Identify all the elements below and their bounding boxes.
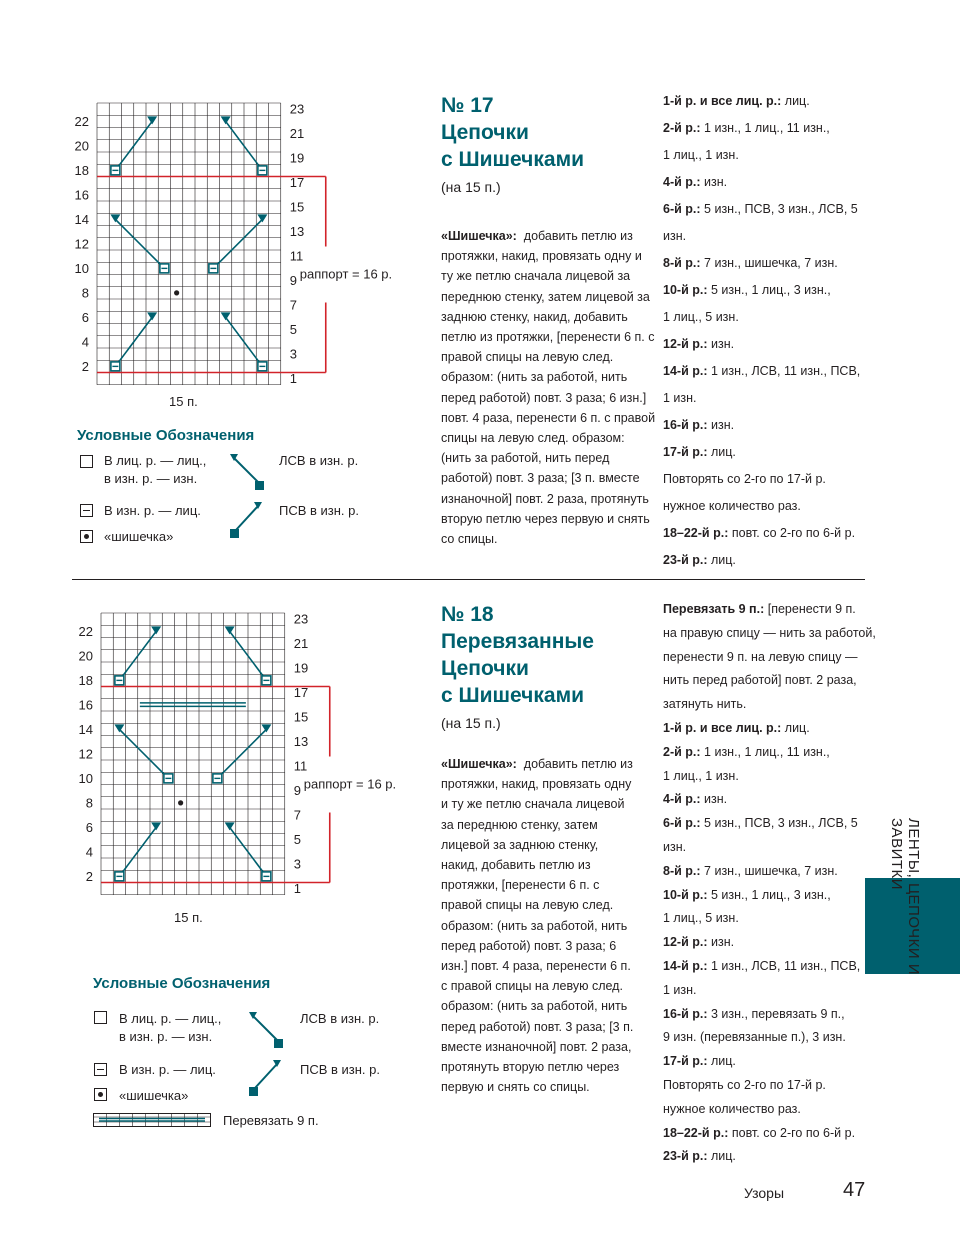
instruction-row-label: 6-й р.: xyxy=(663,816,701,831)
row-number-left: 6 xyxy=(85,819,93,835)
legend-18-psv-text: ПСВ в изн. р. xyxy=(300,1062,380,1077)
instruction-row xyxy=(663,358,878,385)
pattern-18-number: № 18 xyxy=(441,603,494,626)
instruction-row-text: изн. xyxy=(710,418,735,432)
row-number-left: 16 xyxy=(74,187,89,203)
cable-arrow xyxy=(147,116,157,124)
instruction-row-text: Повторять со 2-го по 17-й р. xyxy=(663,472,826,486)
row-number-right: 13 xyxy=(289,224,305,240)
row-number-left: 10 xyxy=(74,260,89,276)
cable-arrow xyxy=(225,822,235,830)
cable-line xyxy=(119,729,168,778)
legend-17-purl-text: В изн. р. — лиц. xyxy=(104,503,201,518)
legend-17-purl-box xyxy=(80,504,93,517)
cable-arrow xyxy=(147,312,157,320)
instruction-row xyxy=(663,1122,878,1146)
pattern-18-bobble-text: добавить петлю из протяжки, накид, провязать одну и ту же петлю сначала лицевой за переднюю стенку, затем лицевой за заднюю стенку, накид, добавить петлю из протяжки, [перенести 6 п. с правой спицы на левую след. образом: (нить за работой, нить перед работой) повт. 3 раза; 6 изн.] повт. 4 раза, перенести 6 п. с правой спицы на левую след. образом: (нить за работой, нить перед работой) повт. 3 раза; [3 п. вместе изнаночной] повт. 2 раза, протянуть вторую петлю через первую и снять со спицы. xyxy=(441,757,634,1095)
instruction-row-label: 16-й р.: xyxy=(663,418,708,432)
legend-18-knit-text: В лиц. р. — лиц., в изн. р. — изн. xyxy=(119,1011,222,1044)
bobble-symbol xyxy=(178,800,183,805)
legend-18-bobble-box xyxy=(94,1088,107,1101)
instruction-row xyxy=(663,1050,878,1074)
instruction-row-label: 14-й р.: xyxy=(663,958,708,973)
instruction-row-label: 12-й р.: xyxy=(663,337,708,351)
pattern-18-heading xyxy=(441,601,594,731)
instruction-row xyxy=(663,812,878,860)
row-number-left: 4 xyxy=(85,844,93,860)
row-number-right: 17 xyxy=(289,175,305,191)
instruction-row xyxy=(663,788,878,812)
side-tab-text xyxy=(888,818,922,1048)
instruction-row xyxy=(663,907,878,931)
instruction-row-label: 8-й р.: xyxy=(663,863,701,878)
instruction-row-label: 2-й р.: xyxy=(663,121,701,135)
instruction-row-text: лиц. xyxy=(784,94,810,108)
row-number-left: 14 xyxy=(74,211,89,227)
instruction-row xyxy=(663,493,878,520)
pattern-17-title-line1: Цепочки xyxy=(441,121,529,144)
instruction-row xyxy=(663,547,878,574)
row-number-left: 2 xyxy=(85,868,93,884)
chart-17-width-label: 15 п. xyxy=(169,394,198,409)
instruction-row-text: 1 изн., 1 лиц., 11 изн., xyxy=(704,744,830,759)
instruction-row xyxy=(663,88,878,115)
instruction-row xyxy=(663,622,878,646)
row-number-right: 23 xyxy=(293,611,309,627)
instruction-row-label: 6-й р.: xyxy=(663,202,701,216)
pattern-18-note: (на 15 п.) xyxy=(441,715,501,731)
instruction-row-text: 1 изн. xyxy=(663,391,697,405)
instruction-row xyxy=(663,1145,878,1169)
instruction-row-label: 4-й р.: xyxy=(663,175,701,189)
legend-17-psv-text: ПСВ в изн. р. xyxy=(279,503,359,518)
instruction-row-label: 8-й р.: xyxy=(663,256,701,270)
row-number-right: 1 xyxy=(293,881,301,897)
instruction-row-label: 10-й р.: xyxy=(663,283,708,297)
legend-18-tie-text: Перевязать 9 п. xyxy=(223,1113,319,1128)
instruction-row xyxy=(663,1026,878,1050)
legend-17-bobble-text: «шишечка» xyxy=(104,529,174,544)
instruction-row-text: повт. со 2-го по 6-й р. xyxy=(731,1125,856,1140)
row-number-left: 14 xyxy=(78,721,93,737)
legend-17-bobble-box xyxy=(80,530,93,543)
instruction-row-text: лиц. xyxy=(710,1054,736,1069)
instruction-row-text: на правую спицу — нить за работой, xyxy=(663,625,876,640)
instruction-row xyxy=(663,1003,878,1027)
row-number-left: 16 xyxy=(78,697,93,713)
legend-18-bobble-text: «шишечка» xyxy=(119,1088,189,1103)
repeat-label: раппорт = 16 р. xyxy=(299,266,393,282)
pattern-18-title-line2: Цепочки xyxy=(441,657,529,680)
cable-arrow xyxy=(261,724,271,732)
row-number-left: 12 xyxy=(78,746,93,762)
instruction-row-text: 1 изн., ЛСВ, 11 изн., ПСВ, xyxy=(710,364,861,378)
row-number-left: 6 xyxy=(81,309,89,325)
pattern-17-heading xyxy=(441,92,584,195)
instruction-row-text: затянуть нить. xyxy=(663,697,747,712)
instruction-row xyxy=(663,331,878,358)
legend-17-lsv-icon xyxy=(226,452,266,492)
instruction-row-label: 1-й р. и все лиц. р.: xyxy=(663,720,782,735)
pattern-18-bobble-desc xyxy=(441,754,636,1097)
instruction-row-text: перенести 9 п. на левую спицу — xyxy=(663,649,858,664)
instruction-row-text: 1 изн., ЛСВ, 11 изн., ПСВ, xyxy=(710,958,861,973)
pattern-18-title-line1: Перевязанные xyxy=(441,630,594,653)
row-number-right: 7 xyxy=(293,807,301,823)
pattern-17-bobble-label: «Шишечка»: xyxy=(441,229,517,243)
row-number-right: 13 xyxy=(293,734,309,750)
row-number-right: 11 xyxy=(289,248,304,264)
instruction-row-text: лиц. xyxy=(710,1149,736,1164)
instruction-row-label: 1-й р. и все лиц. р.: xyxy=(663,94,782,108)
instruction-row xyxy=(663,765,878,789)
instruction-row xyxy=(663,598,878,622)
instruction-row-text: 1 изн. xyxy=(663,982,697,997)
row-number-right: 17 xyxy=(293,685,309,701)
row-number-right: 9 xyxy=(293,783,301,799)
row-number-right: 5 xyxy=(293,832,301,848)
row-number-left: 20 xyxy=(74,138,89,154)
instruction-row-label: 23-й р.: xyxy=(663,553,708,567)
instruction-row xyxy=(663,717,878,741)
cable-line xyxy=(115,219,164,268)
chart-17 xyxy=(60,95,430,415)
instruction-row xyxy=(663,669,878,693)
legend-18-purl-box xyxy=(94,1063,107,1076)
instruction-row-text: нужное количество раз. xyxy=(663,499,801,513)
instruction-row-text: 1 лиц., 1 изн. xyxy=(663,148,739,162)
footer-section: Узоры xyxy=(744,1185,785,1201)
pattern-18-instructions xyxy=(663,598,878,1169)
row-number-right: 11 xyxy=(293,758,308,774)
side-tab-label: ЛЕНТЫ, ЦЕПОЧКИ И ЗАВИТКИ xyxy=(888,818,922,976)
instruction-row-label: 18–22-й р.: xyxy=(663,1125,729,1140)
instruction-row xyxy=(663,466,878,493)
instruction-row-text: 5 изн., 1 лиц., 3 изн., xyxy=(710,283,831,297)
row-number-right: 21 xyxy=(289,126,305,142)
instruction-row-text: 1 лиц., 5 изн. xyxy=(663,911,739,926)
instruction-row xyxy=(663,439,878,466)
instruction-row-text: изн. xyxy=(704,175,728,189)
pattern-17-note: (на 15 п.) xyxy=(441,179,501,195)
row-number-right: 15 xyxy=(289,199,305,215)
instruction-row xyxy=(663,1074,878,1098)
page-number: 47 xyxy=(843,1179,866,1201)
repeat-label: раппорт = 16 р. xyxy=(303,776,397,792)
instruction-row-text: нить перед работой] повт. 2 раза, xyxy=(663,673,857,688)
instruction-row-label: 17-й р.: xyxy=(663,1054,708,1069)
instruction-row-label: 23-й р.: xyxy=(663,1149,708,1164)
row-number-left: 12 xyxy=(74,236,89,252)
instruction-row-text: лиц. xyxy=(710,553,736,567)
instruction-row-label: 14-й р.: xyxy=(663,364,708,378)
instruction-row xyxy=(663,979,878,1003)
row-number-left: 8 xyxy=(85,795,93,811)
instruction-row-text: лиц. xyxy=(710,445,736,459)
legend-17-knit-box xyxy=(80,455,93,468)
pattern-17-number: № 17 xyxy=(441,94,494,117)
cable-arrow xyxy=(151,822,161,830)
instruction-row-text: 3 изн., перевязать 9 п., xyxy=(710,1006,845,1021)
instruction-row xyxy=(663,1098,878,1122)
instruction-row xyxy=(663,520,878,547)
instruction-row-text: 7 изн., шишечка, 7 изн. xyxy=(704,863,838,878)
instruction-row xyxy=(663,196,878,250)
pattern-18-title-line3: с Шишечками xyxy=(441,684,585,707)
row-number-left: 22 xyxy=(78,623,93,639)
instruction-row-text: лиц. xyxy=(784,720,810,735)
instruction-row-text: [перенести 9 п. xyxy=(767,602,856,616)
row-number-right: 7 xyxy=(289,297,297,313)
instruction-row xyxy=(663,860,878,884)
instruction-row xyxy=(663,955,878,979)
cable-arrow xyxy=(257,214,267,222)
instruction-row-label: 18–22-й р.: xyxy=(663,526,729,540)
row-number-right: 3 xyxy=(289,346,297,362)
instruction-row xyxy=(663,412,878,439)
row-number-left: 20 xyxy=(78,648,93,664)
instruction-row xyxy=(663,277,878,304)
legend-17-title: Условные Обозначения xyxy=(77,427,255,444)
instruction-row-label: 17-й р.: xyxy=(663,445,708,459)
row-number-right: 21 xyxy=(293,636,309,652)
instruction-row xyxy=(663,385,878,412)
instruction-row-text: 9 изн. (перевязанные п.), 3 изн. xyxy=(663,1030,846,1045)
instruction-row xyxy=(663,115,878,142)
row-number-right: 5 xyxy=(289,322,297,338)
instruction-row xyxy=(663,884,878,908)
row-number-right: 19 xyxy=(293,660,309,676)
cable-line xyxy=(213,219,262,268)
instruction-row-text: повт. со 2-го по 6-й р. xyxy=(731,526,856,540)
instruction-row-text: 5 изн., 1 лиц., 3 изн., xyxy=(710,887,831,902)
row-number-left: 2 xyxy=(81,358,89,374)
row-number-right: 9 xyxy=(289,273,297,289)
instruction-row-label: Перевязать 9 п.: xyxy=(663,602,765,616)
legend-17-psv-icon xyxy=(226,500,266,540)
row-number-right: 1 xyxy=(289,371,297,387)
legend-18-tie-icon xyxy=(93,1113,211,1127)
row-number-right: 23 xyxy=(289,101,305,117)
cable-arrow xyxy=(225,626,235,634)
pattern-17-bobble-text: добавить петлю из протяжки, накид, провязать одну и ту же петлю сначала лицевой за переднюю стенку, затем лицевой за заднюю стенку, накид, добавить петлю из протяжки, [перенести 6 п. с правой спицы на левую след. образом: (нить за работой, нить перед работой) повт. 3 раза; 6 изн.] повт. 4 раза, перенести 6 п. с правой спицы на левую след. образом: (нить за работой, нить перед работой) повт. 3 раза; [3 п. вместе изнаночной] повт. 2 раза, протянуть вторую петлю через первую и снять со спицы. xyxy=(441,229,656,547)
instruction-row-text: изн. xyxy=(710,337,735,351)
row-number-right: 3 xyxy=(293,856,301,872)
instruction-row xyxy=(663,646,878,670)
pattern-18-bobble-label: «Шишечка»: xyxy=(441,757,517,771)
row-number-left: 22 xyxy=(74,113,89,129)
row-number-right: 19 xyxy=(289,150,305,166)
instruction-row xyxy=(663,741,878,765)
legend-17-knit-text: В лиц. р. — лиц., в изн. р. — изн. xyxy=(104,453,207,486)
instruction-row-text: 1 изн., 1 лиц., 11 изн., xyxy=(704,121,830,135)
instruction-row-text: Повторять со 2-го по 17-й р. xyxy=(663,1077,826,1092)
cable-arrow xyxy=(221,116,231,124)
instruction-row-text: 1 лиц., 5 изн. xyxy=(663,310,739,324)
legend-18-title: Условные Обозначения xyxy=(93,975,271,992)
instruction-row-text: нужное количество раз. xyxy=(663,1101,801,1116)
row-number-left: 18 xyxy=(78,672,93,688)
pattern-17-bobble-desc xyxy=(441,226,656,549)
legend-18-knit-box xyxy=(94,1011,107,1024)
cable-arrow xyxy=(110,214,120,222)
chart-18-width-label: 15 п. xyxy=(174,910,203,925)
instruction-row-label: 2-й р.: xyxy=(663,744,701,759)
instruction-row-label: 12-й р.: xyxy=(663,935,708,950)
instruction-row xyxy=(663,169,878,196)
cable-arrow xyxy=(221,312,231,320)
legend-18-psv-icon xyxy=(245,1058,285,1098)
instruction-row-label: 16-й р.: xyxy=(663,1006,708,1021)
instruction-row-label: 4-й р.: xyxy=(663,792,701,807)
instruction-row-text: 1 лиц., 1 изн. xyxy=(663,768,739,783)
instruction-row xyxy=(663,304,878,331)
instruction-row-text: 7 изн., шишечка, 7 изн. xyxy=(704,256,838,270)
row-number-right: 15 xyxy=(293,709,309,725)
chart-18 xyxy=(64,605,434,925)
pattern-17-title-line2: с Шишечками xyxy=(441,148,585,171)
instruction-row xyxy=(663,931,878,955)
legend-18-lsv-text: ЛСВ в изн. р. xyxy=(300,1011,380,1026)
row-number-left: 10 xyxy=(78,770,93,786)
legend-17-lsv-text: ЛСВ в изн. р. xyxy=(279,453,359,468)
row-number-left: 4 xyxy=(81,334,89,350)
instruction-row-text: 5 изн., ПСВ, 3 изн., ЛСВ, 5 изн. xyxy=(663,816,858,854)
pattern-17-instructions xyxy=(663,88,878,574)
instruction-row-text: изн. xyxy=(704,792,728,807)
section-divider xyxy=(72,579,865,580)
instruction-row xyxy=(663,250,878,277)
row-number-left: 8 xyxy=(81,285,89,301)
legend-18-purl-text: В изн. р. — лиц. xyxy=(119,1062,216,1077)
cable-arrow xyxy=(114,724,124,732)
cable-line xyxy=(217,729,266,778)
instruction-row xyxy=(663,693,878,717)
instruction-row xyxy=(663,142,878,169)
legend-18-lsv-icon xyxy=(245,1010,285,1050)
bobble-symbol xyxy=(174,290,179,295)
instruction-row-label: 10-й р.: xyxy=(663,887,708,902)
instruction-row-text: 5 изн., ПСВ, 3 изн., ЛСВ, 5 изн. xyxy=(663,202,858,243)
instruction-row-text: изн. xyxy=(710,935,735,950)
cable-arrow xyxy=(151,626,161,634)
row-number-left: 18 xyxy=(74,162,89,178)
